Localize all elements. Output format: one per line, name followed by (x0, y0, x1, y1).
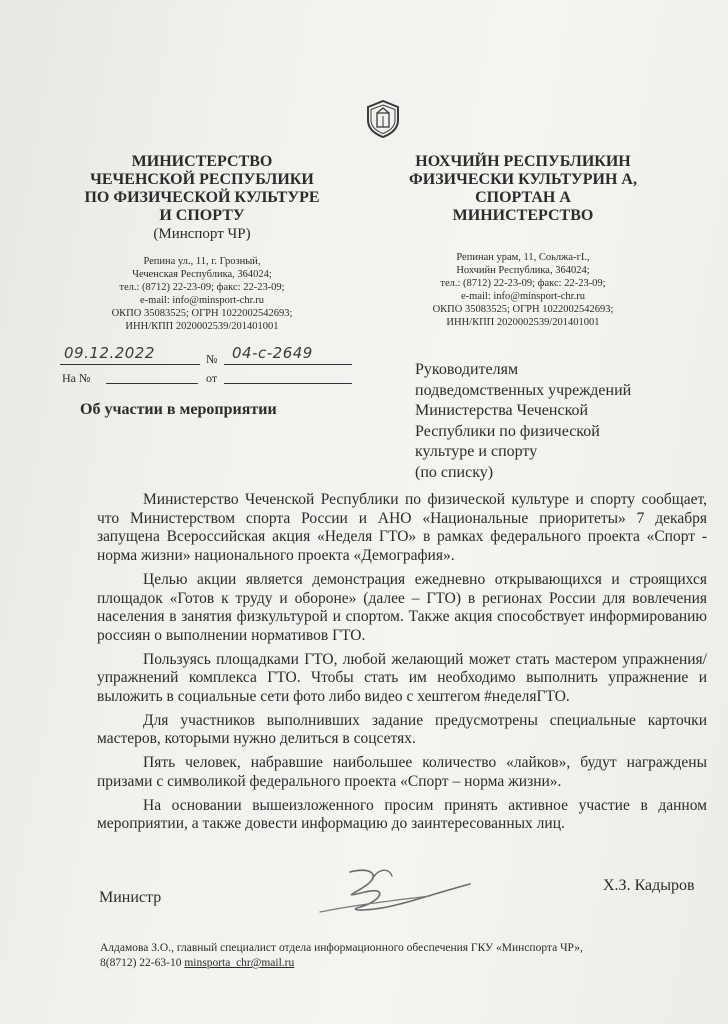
body-paragraph: Министерство Чеченской Республики по физической культуре и спорту сообщает, что Министерством спорта России и АНО «Национальные приоритеты» 7 декабря запущена Всероссийская акция «Неделя ГТО» в рамках федерального проекта «Спорт - норма жизни» национального проекта «Демография». (97, 491, 707, 565)
ministry-title-ru-line-3: ПО ФИЗИЧЕСКОЙ КУЛЬТУРЕ (84, 189, 320, 206)
body-paragraph: Пользуясь площадками ГТО, любой желающий может стать мастером упражнения/упражнений комплекса ГТО. Чтобы стать им необходимо выполнить упражнение и выложить в социальные сети фото либо видео с хештегом #неделяГТО. (97, 650, 707, 706)
address-line: ОКПО 35083525; ОГРН 1022002542693; (432, 304, 614, 315)
ref-from-underline (224, 383, 352, 384)
address-line: тел.: (8712) 22-23-09; факс: 22-23-09; (440, 278, 606, 289)
number-underline (224, 364, 352, 365)
ministry-header-russian (62, 153, 342, 333)
ministry-address-ru (62, 255, 342, 333)
addressee-line: подведомственных учреждений (415, 381, 632, 399)
executor-phone: 8(8712) 22-63-10 (100, 957, 182, 969)
address-line: тел.: (8712) 22-23-09; факс: 22-23-09; (119, 282, 285, 293)
address-line: Репинан урам, 11, Соьлжа-гӀ., (456, 252, 590, 263)
ref-number-label: На № (62, 371, 91, 385)
ministry-title-ce-line-3: СПОРТАН А (475, 189, 571, 206)
address-line: Нохчийн Республика, 364024; (456, 265, 590, 276)
ministry-title-ce-line-2: ФИЗИЧЕСКИ КУЛЬТУРИН А, (409, 171, 637, 188)
signatory-name: Х.З. Кадыров (603, 877, 695, 894)
addressee-line: Руководителям (415, 361, 519, 378)
address-line: ИНН/КПП 2020002539/201401001 (125, 321, 279, 332)
outgoing-date-handwritten: 09.12.2022 (64, 344, 155, 362)
addressee-block (415, 360, 655, 483)
handwritten-signature (310, 862, 480, 922)
ministry-title-ru-line-4: И СПОРТУ (159, 207, 245, 224)
address-line: ОКПО 35083525; ОГРН 1022002542693; (111, 308, 293, 319)
address-line: Репина ул., 11, г. Грозный, (143, 256, 261, 267)
ministry-short-name: (Минспорт ЧР) (153, 226, 251, 242)
ref-number-underline (106, 383, 198, 384)
ministry-title-ce-line-4: МИНИСТЕРСТВО (452, 207, 594, 224)
date-underline (60, 364, 200, 365)
ministry-title-ru-line-2: ЧЕЧЕНСКОЙ РЕСПУБЛИКИ (90, 171, 314, 188)
ministry-header-chechen (378, 153, 668, 329)
body-paragraph: Для участников выполнивших задание предусмотрены специальные карточки мастеров, которыми нужно делиться в соцсетях. (97, 711, 707, 748)
executor-line: Алдамова З.О., главный специалист отдела информационного обеспечения ГКУ «Минспорта ЧР», (100, 942, 583, 954)
executor-info (100, 941, 700, 971)
body-paragraph: Пять человек, набравшие наибольшее количество «лайков», будут награждены призами с символикой федерального проекта «Спорт – норма жизни». (97, 754, 707, 790)
body-paragraph: На основании вышеизложенного просим принять активное участие в данном мероприятии, а также довести информацию до заинтересованных лиц. (97, 796, 707, 833)
executor-contacts (100, 956, 700, 971)
chechen-republic-emblem-icon (366, 100, 400, 138)
signatory-position: Министр (99, 889, 162, 906)
addressee-line: Министерства Чеченской (415, 402, 589, 419)
ministry-title-ce-line-1: НОХЧИЙН РЕСПУБЛИКИН (415, 153, 631, 170)
executor-email[interactable]: minsporta_chr@mail.ru (184, 957, 295, 969)
address-line: e-mail: info@minsport-chr.ru (461, 291, 585, 302)
ministry-address-ce (378, 251, 668, 329)
addressee-line: (по списку) (415, 463, 494, 481)
addressee-line: Республики по физической (415, 422, 600, 440)
number-sign: № (206, 352, 218, 366)
letter-body (97, 491, 707, 839)
ministry-title-ru-line-1: МИНИСТЕРСТВО (131, 153, 273, 170)
ref-from-label: от (206, 371, 218, 385)
address-line: e-mail: info@minsport-chr.ru (140, 295, 264, 306)
outgoing-number-handwritten: 04-с-2649 (232, 344, 313, 362)
addressee-line: культуре и спорту (415, 443, 538, 460)
address-line: ИНН/КПП 2020002539/201401001 (446, 317, 600, 328)
body-paragraph: Целью акции является демонстрация ежедневно открывающихся и строящихся площадок «Готов к труду и обороне» (далее – ГТО) в регионах России для вовлечения населения в занятия физкультурой и спортом. Также акция способствует информированию россиян о выполнении нормативов ГТО. (97, 570, 707, 644)
letter-subject: Об участии в мероприятии (80, 401, 277, 418)
address-line: Чеченская Республика, 364024; (132, 269, 272, 280)
